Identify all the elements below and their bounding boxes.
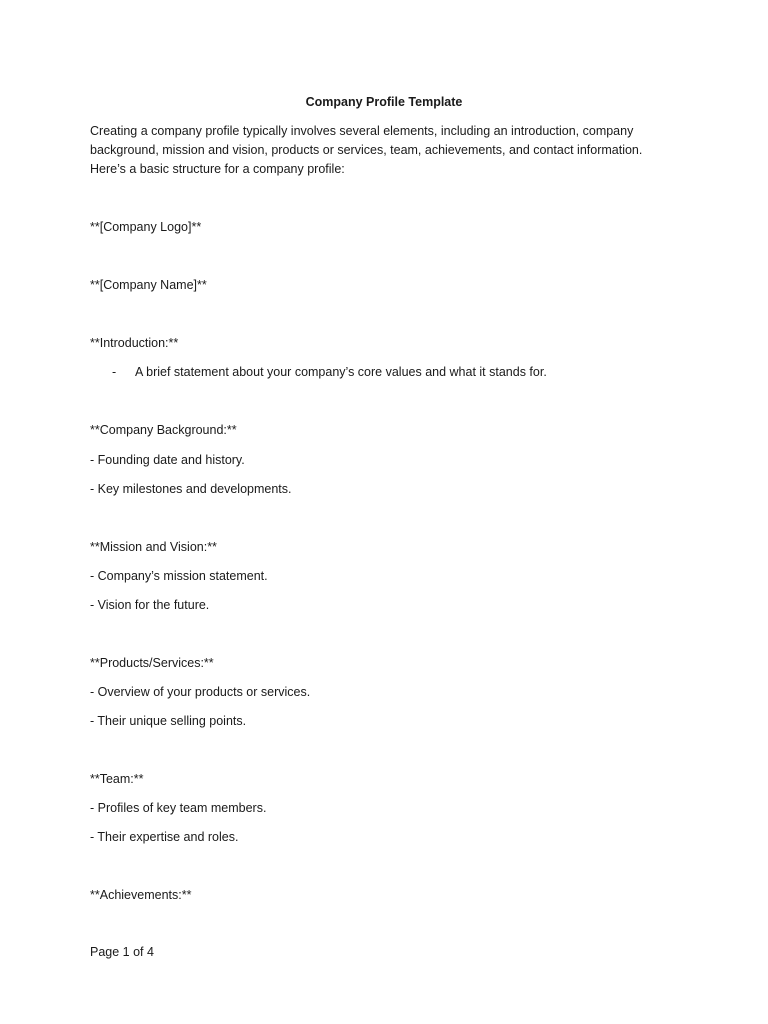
background-heading: **Company Background:** [90,423,237,437]
mission-item: - Vision for the future. [90,598,210,612]
introduction-bullet-marker: - [112,365,117,379]
products-item: - Their unique selling points. [90,714,247,728]
document-title: Company Profile Template [305,95,463,109]
background-item: - Founding date and history. [90,453,245,467]
page-number: Page 1 of 4 [90,945,154,959]
team-item: - Their expertise and roles. [90,830,239,844]
intro-paragraph: Creating a company profile typically involves several elements, including an introduction, company background, mission and vision, products or services, team, achievements, and contact information. Here’s a basic structure for a company profile: [90,124,643,176]
name-placeholder: **[Company Name]** [90,278,207,292]
mission-item: - Company’s mission statement. [90,569,268,583]
background-item: - Key milestones and developments. [90,482,292,496]
products-heading: **Products/Services:** [90,656,214,670]
products-item: - Overview of your products or services. [90,685,311,699]
team-item: - Profiles of key team members. [90,801,267,815]
introduction-heading: **Introduction:** [90,336,179,350]
logo-placeholder: **[Company Logo]** [90,220,202,234]
team-heading: **Team:** [90,772,144,786]
achievements-heading: **Achievements:** [90,888,192,902]
mission-heading: **Mission and Vision:** [90,540,217,554]
introduction-bullet: A brief statement about your company’s core values and what it stands for. [135,365,547,379]
